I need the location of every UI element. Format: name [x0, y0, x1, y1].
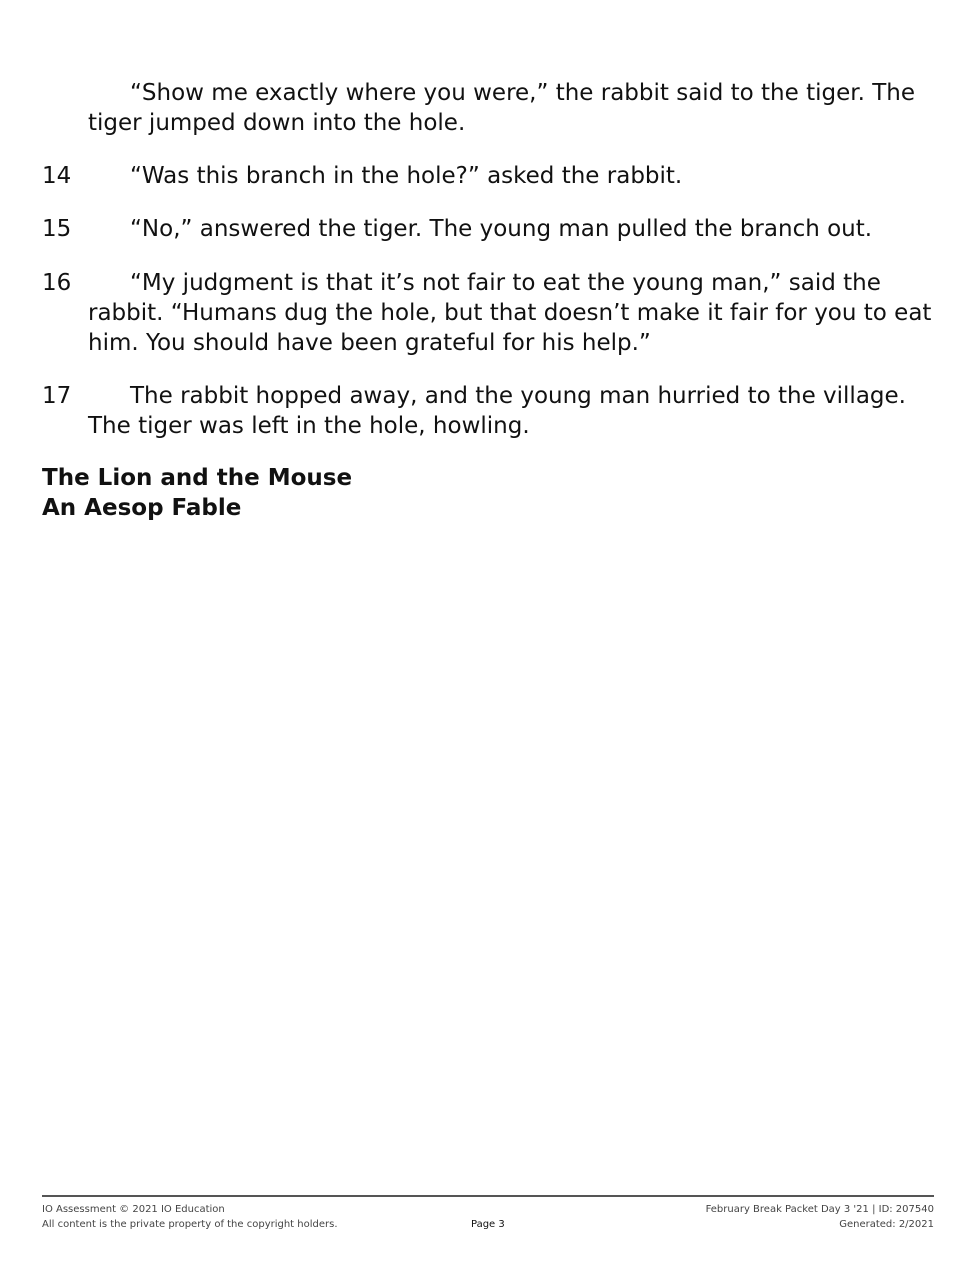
paragraph-text: “No,” answered the tiger. The young man pulled the branch out. [130, 216, 873, 242]
paragraph-number: 15 [42, 216, 72, 242]
footer-divider [42, 1195, 934, 1197]
paragraph-text: The rabbit hopped away, and the young man hurried to the village. The tiger was left in the hole, howling. [88, 383, 906, 439]
footer-copyright: IO Assessment © 2021 IO Education [42, 1204, 225, 1215]
story-title: The Lion and the Mouse [42, 465, 353, 491]
footer-generated: Generated: 2/2021 [839, 1219, 934, 1230]
paragraph-number: 17 [42, 383, 72, 409]
paragraph-text: “Was this branch in the hole?” asked the rabbit. [130, 163, 683, 189]
footer-rights: All content is the private property of the copyright holders. [42, 1219, 338, 1230]
footer-packet-id: February Break Packet Day 3 '21 | ID: 207540 [705, 1204, 934, 1215]
paragraph-number: 14 [42, 163, 72, 189]
paragraph-text: “Show me exactly where you were,” the rabbit said to the tiger. The tiger jumped down into the hole. [88, 80, 915, 136]
paragraph-15 [42, 214, 937, 244]
paragraph-14 [42, 161, 937, 191]
page-number: Page 3 [471, 1219, 505, 1230]
story-subtitle: An Aesop Fable [42, 495, 242, 521]
paragraph-13-continuation [42, 78, 937, 138]
paragraph-17 [42, 381, 937, 441]
paragraph-text: “My judgment is that it’s not fair to eat the young man,” said the rabbit. “Humans dug the hole, but that doesn’t make it fair for you to eat him. You should have been grateful for his help.” [88, 270, 932, 356]
paragraph-number: 16 [42, 270, 72, 296]
paragraph-16 [42, 268, 937, 358]
